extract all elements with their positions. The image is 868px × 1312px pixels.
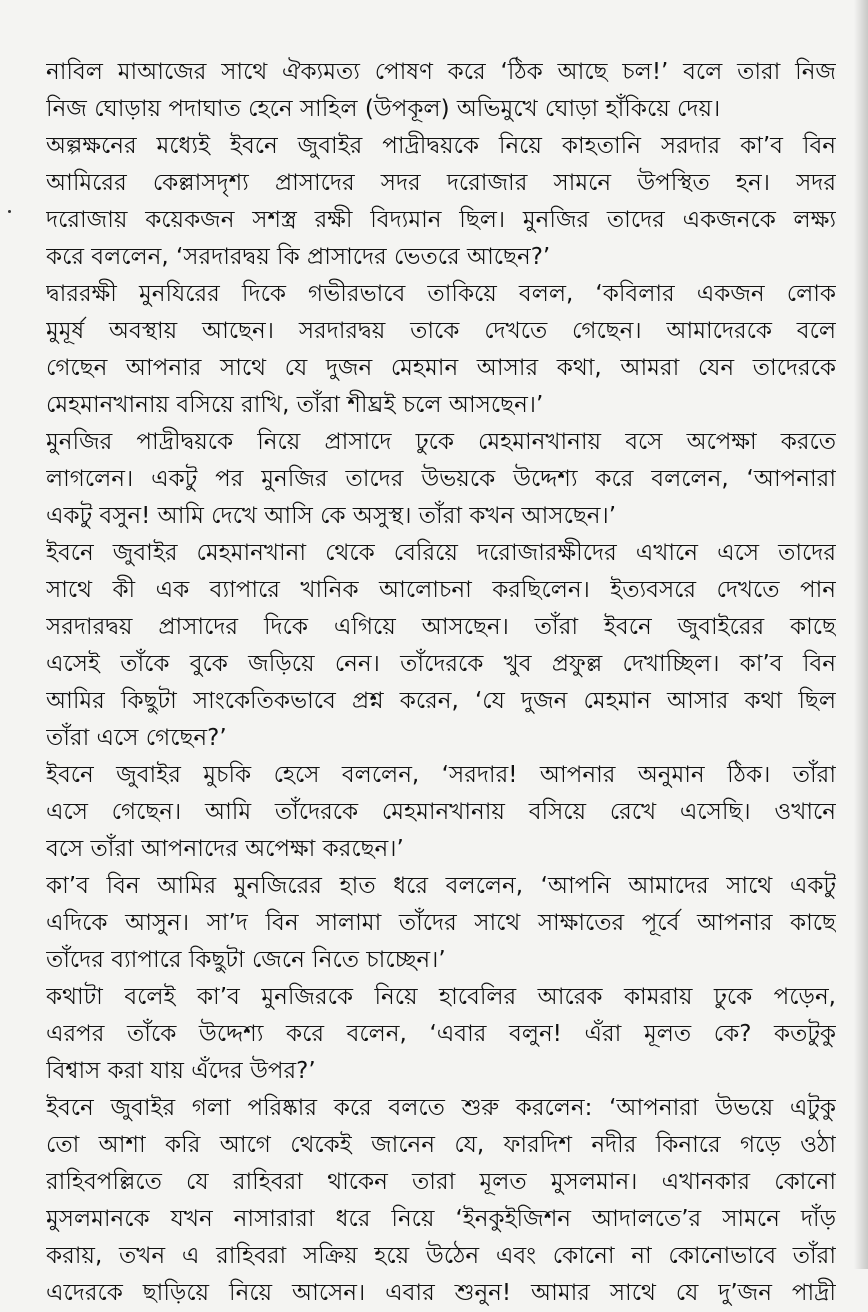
text-line: মুসলমানকে যখন নাসারারা ধরে নিয়ে ‘ইনকুইজিশন আদালতে’র সামনে দাঁড় bbox=[46, 1206, 836, 1232]
text-line: ইবনে জুবাইর মুচকি হেসে বললেন, ‘সরদার! আপনার অনুমান ঠিক। তাঁরা bbox=[46, 762, 836, 788]
ink-speck bbox=[8, 210, 11, 213]
text-line: অল্পক্ষনের মধ্যেই ইবনে জুবাইর পাদ্রীদ্বয়কে নিয়ে কাহতানি সরদার কা’ব বিন bbox=[46, 133, 836, 159]
text-line: রাহিবপল্লিতে যে রাহিবরা থাকেন তারা মূলত মুসলমান। এখানকার কোনো bbox=[46, 1169, 836, 1195]
text-line: লাগলেন। একটু পর মুনজির তাদের উভয়কে উদ্দেশ্য করে বললেন, ‘আপনারা bbox=[46, 466, 836, 492]
text-line: নিজ ঘোড়ায় পদাঘাত হেনে সাহিল (উপকূল) অভিমুখে ঘোড়া হাঁকিয়ে দেয়। bbox=[46, 96, 721, 122]
text-line: এরপর তাঁকে উদ্দেশ্য করে বলেন, ‘এবার বলুন! এঁরা মূলত কে? কতটুকু bbox=[46, 1021, 836, 1047]
text-line: তো আশা করি আগে থেকেই জানেন যে, ফারদিশ নদীর কিনারে গড়ে ওঠা bbox=[46, 1132, 836, 1158]
text-line: একটু বসুন! আমি দেখে আসি কে অসুস্থ। তাঁরা কখন আসছেন।’ bbox=[46, 503, 617, 529]
text-line: করায়, তখন এ রাহিবরা সক্রিয় হয়ে উঠেন এবং কোনো না কোনোভাবে তাঁরা bbox=[46, 1243, 836, 1269]
text-line: মুমূর্ষ অবস্থায় আছেন। সরদারদ্বয় তাকে দেখতে গেছেন। আমাদেরকে বলে bbox=[46, 318, 836, 344]
text-line: বিশ্বাস করা যায় এঁদের উপর?’ bbox=[46, 1058, 316, 1084]
text-line: গেছেন আপনার সাথে যে দুজন মেহমান আসার কথা, আমরা যেন তাদেরকে bbox=[46, 355, 836, 381]
body-text bbox=[46, 54, 836, 1312]
text-line: তাঁরা এসে গেছেন?’ bbox=[46, 725, 227, 751]
text-line: মেহমানখানায় বসিয়ে রাখি, তাঁরা শীঘ্রই চলে আসছেন।’ bbox=[46, 392, 544, 418]
text-line: বসে তাঁরা আপনাদের অপেক্ষা করছেন।’ bbox=[46, 836, 404, 862]
text-line: ইবনে জুবাইর গলা পরিষ্কার করে বলতে শুরু করলেন: ‘আপনারা উভয়ে এটুকু bbox=[46, 1095, 836, 1121]
text-line: কথাটা বলেই কা’ব মুনজিরকে নিয়ে হাবেলির আরেক কামরায় ঢুকে পড়েন, bbox=[46, 984, 836, 1010]
text-line: সরদারদ্বয় প্রাসাদের দিকে এগিয়ে আসছেন। তাঁরা ইবনে জুবাইরের কাছে bbox=[46, 614, 836, 640]
text-line: আমির কিছুটা সাংকেতিকভাবে প্রশ্ন করেন, ‘যে দুজন মেহমান আসার কথা ছিল bbox=[46, 688, 836, 714]
text-line: কা’ব বিন আমির মুনজিরের হাত ধরে বললেন, ‘আপনি আমাদের সাথে একটু bbox=[46, 873, 836, 899]
text-line: ইবনে জুবাইর মেহমানখানা থেকে বেরিয়ে দরোজারক্ষীদের এখানে এসে তাদের bbox=[46, 540, 836, 566]
text-line: এসেই তাঁকে বুকে জড়িয়ে নেন। তাঁদেরকে খুব প্রফুল্ল দেখাচ্ছিল। কা’ব বিন bbox=[46, 651, 836, 677]
text-line: দ্বাররক্ষী মুনযিরের দিকে গভীরভাবে তাকিয়ে বলল, ‘কবিলার একজন লোক bbox=[46, 281, 836, 307]
text-line: করে বললেন, ‘সরদারদ্বয় কি প্রাসাদের ভেতরে আছেন?’ bbox=[46, 244, 551, 270]
text-line: তাঁদের ব্যাপারে কিছুটা জেনে নিতে চাচ্ছেন।’ bbox=[46, 947, 446, 973]
text-line: এদিকে আসুন। সা’দ বিন সালামা তাঁদের সাথে সাক্ষাতের পূর্বে আপনার কাছে bbox=[46, 910, 836, 936]
text-line: এদেরকে ছাড়িয়ে নিয়ে আসেন। এবার শুনুন! আমার সাথে যে দু’জন পাদ্রী bbox=[46, 1280, 836, 1306]
text-line: নাবিল মাআজের সাথে ঐক্যমত্য পোষণ করে ‘ঠিক আছে চল!’ বলে তারা নিজ bbox=[46, 59, 836, 85]
text-line: আমিরের কেল্লাসদৃশ্য প্রাসাদের সদর দরোজার সামনে উপস্থিত হন। সদর bbox=[46, 170, 836, 196]
text-line: এসে গেছেন। আমি তাঁদেরকে মেহমানখানায় বসিয়ে রেখে এসেছি। ওখানে bbox=[46, 799, 836, 825]
text-line: দরোজায় কয়েকজন সশস্ত্র রক্ষী বিদ্যমান ছিল। মুনজির তাদের একজনকে লক্ষ্য bbox=[46, 207, 836, 233]
text-line: মুনজির পাদ্রীদ্বয়কে নিয়ে প্রাসাদে ঢুকে মেহমানখানায় বসে অপেক্ষা করতে bbox=[46, 429, 836, 455]
page-edge-shadow bbox=[854, 0, 868, 1269]
text-line: সাথে কী এক ব্যাপারে খানিক আলোচনা করছিলেন। ইত্যবসরে দেখতে পান bbox=[46, 577, 836, 603]
